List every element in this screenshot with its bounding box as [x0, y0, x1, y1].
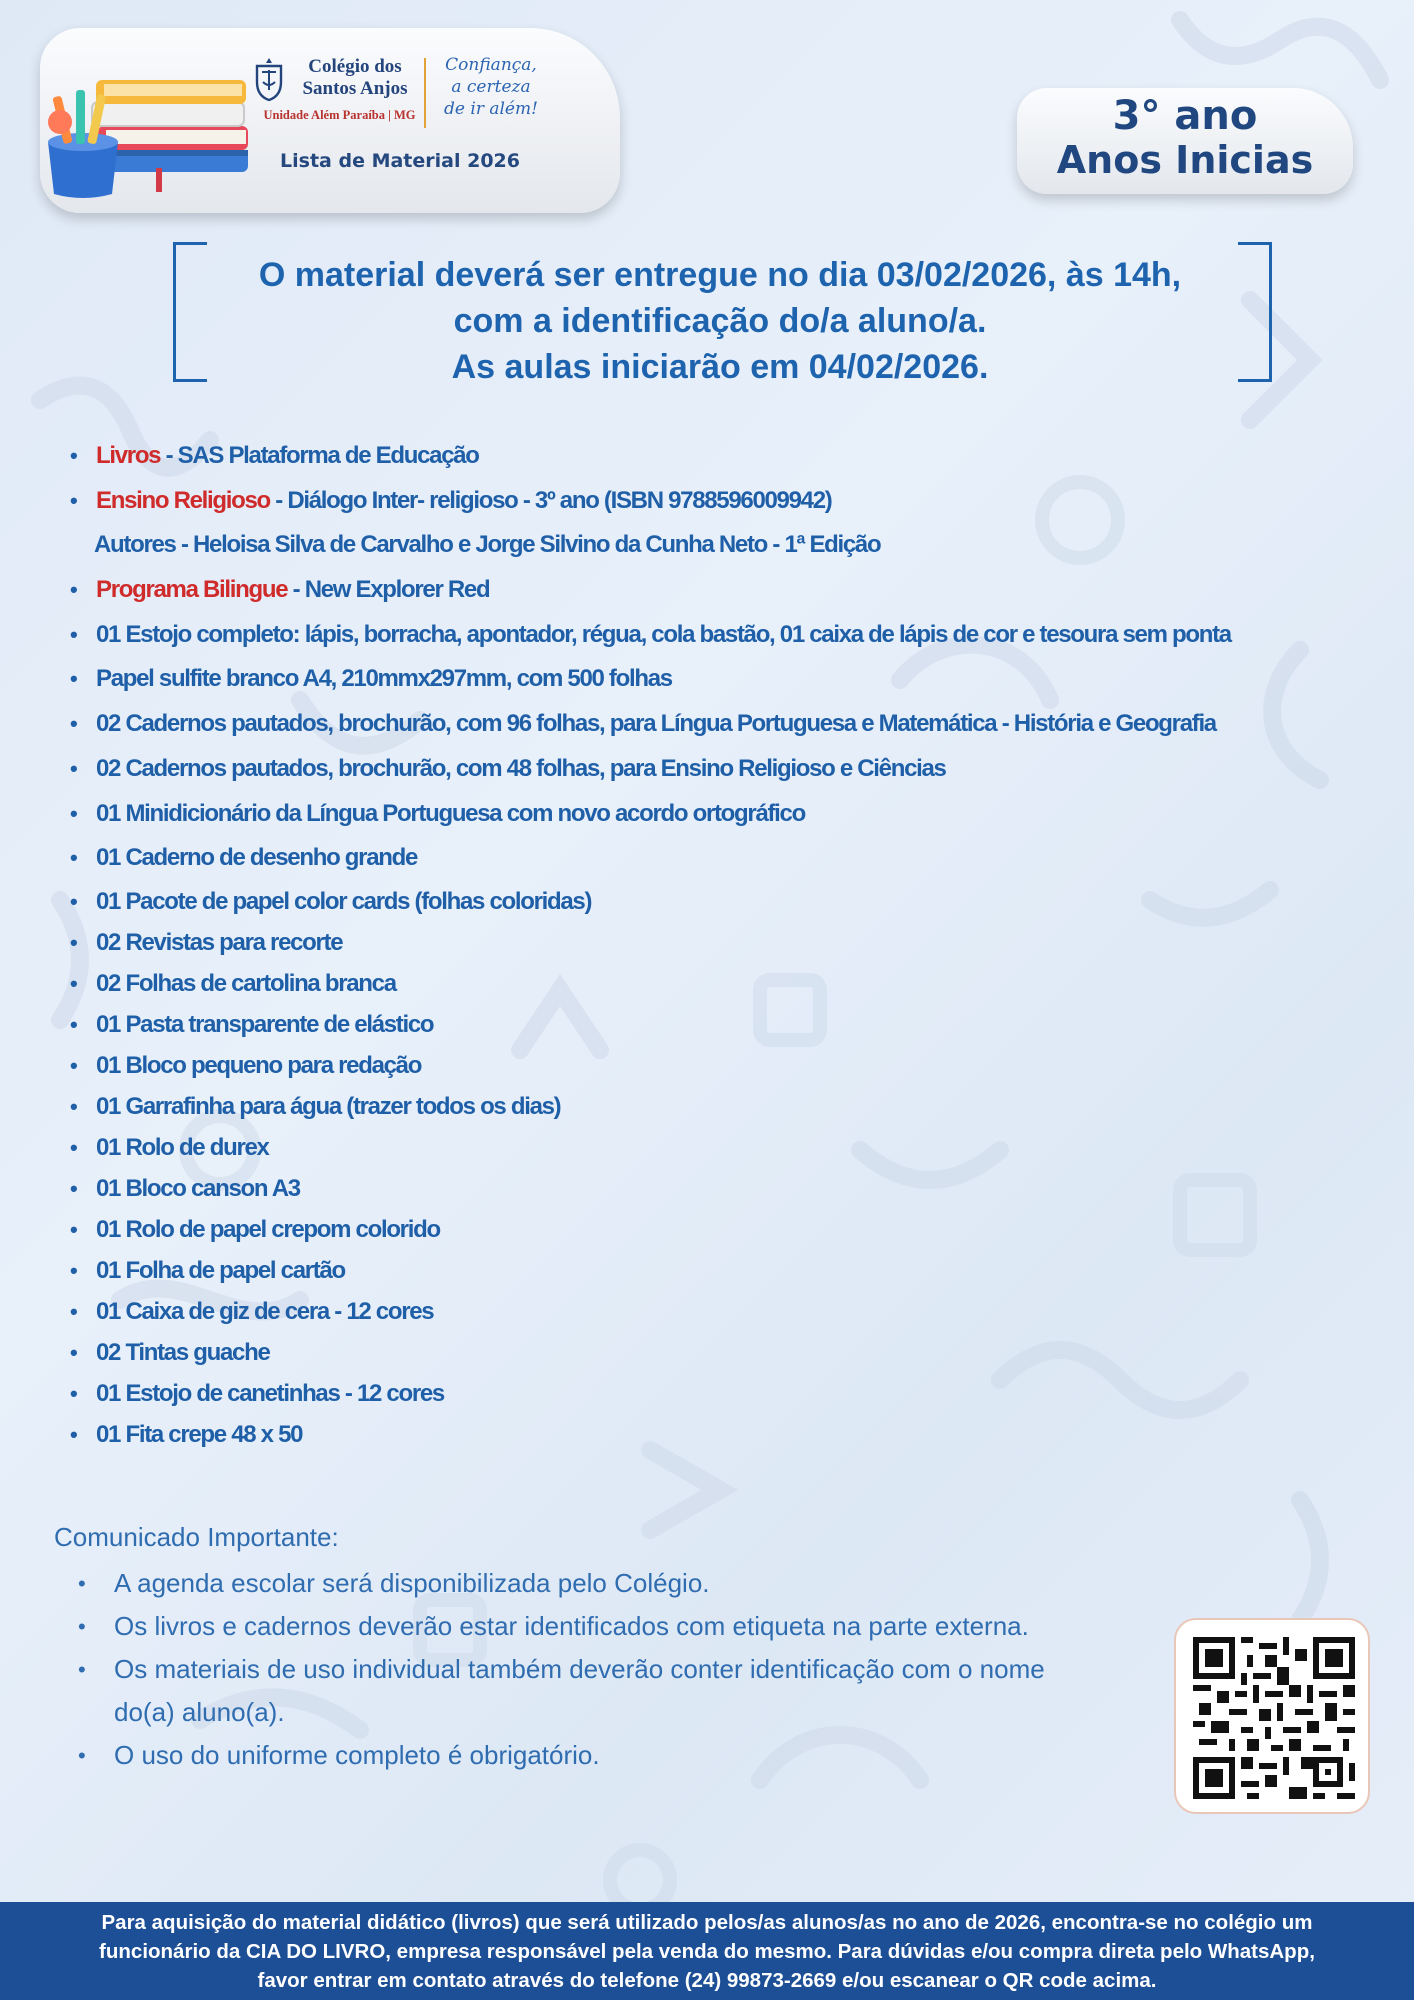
- item-text: 01 Fita crepe 48 x 50: [96, 1420, 303, 1448]
- list-item: [70, 613, 1410, 658]
- bullet: •: [70, 1216, 77, 1242]
- list-item: [70, 1373, 1410, 1414]
- header-divider: [424, 58, 426, 128]
- notice-line3: As aulas iniciarão em 04/02/2026.: [451, 348, 989, 386]
- bracket-left: [173, 242, 207, 382]
- bullet: •: [70, 800, 77, 826]
- comunicado-item: [76, 1605, 1126, 1648]
- slogan-line3: de ir além!: [444, 99, 538, 119]
- item-text: 01 Folha de papel cartão: [96, 1256, 345, 1284]
- bullet: •: [70, 711, 77, 737]
- item-text: Papel sulfite branco A4, 210mmx297mm, com 500 folhas: [96, 665, 672, 693]
- bullet: •: [78, 1657, 86, 1682]
- ensino-text: - Diálogo Inter- religioso - 3º ano (ISBN 9788596009942): [269, 486, 832, 514]
- bullet: •: [70, 487, 77, 513]
- item-text: 02 Cadernos pautados, brochurão, com 96 folhas, para Língua Portuguesa e Matemática - História e Geografia: [96, 710, 1216, 738]
- comunicado-text: do(a) aluno(a).: [114, 1697, 285, 1727]
- list-item: [70, 1045, 1410, 1086]
- bullet: •: [70, 1175, 77, 1201]
- grade-year: 3° ano: [1112, 93, 1258, 139]
- comunicado-item: [76, 1648, 1126, 1691]
- list-item: [70, 836, 1410, 881]
- item-text: 02 Tintas guache: [96, 1338, 270, 1366]
- list-item: [70, 1004, 1410, 1045]
- comunicado-item: [76, 1734, 1126, 1777]
- list-item: [70, 1209, 1410, 1250]
- list-item: [70, 1332, 1410, 1373]
- qr-code-icon[interactable]: [1193, 1637, 1355, 1799]
- school-name-line1: Colégio dos: [308, 56, 402, 77]
- bullet: •: [70, 1339, 77, 1365]
- books-icon: [48, 50, 258, 200]
- list-item: [70, 922, 1410, 963]
- bullet: •: [78, 1614, 86, 1639]
- comunicado-title: Comunicado Importante:: [54, 1522, 339, 1552]
- comunicado-text: Os livros e cadernos deverão estar identificados com etiqueta na parte externa.: [114, 1611, 1029, 1641]
- item-text: 02 Cadernos pautados, brochurão, com 48 folhas, para Ensino Religioso e Ciências: [96, 754, 946, 782]
- bilingue-label: Programa Bilingue: [96, 576, 288, 604]
- school-name-line2: Santos Anjos: [302, 78, 408, 99]
- school-crest-icon: [254, 56, 284, 102]
- item-text: 01 Estojo completo: lápis, borracha, apontador, régua, cola bastão, 01 caixa de lápis de cor e tesoura sem ponta: [96, 620, 1231, 648]
- grade-badge: [1017, 88, 1353, 194]
- list-item: [70, 1127, 1410, 1168]
- comunicado-item: [76, 1562, 1126, 1605]
- livros-text: - SAS Plataforma de Educação: [160, 442, 479, 469]
- item-text: 02 Folhas de cartolina branca: [96, 969, 396, 997]
- bilingue-text: - New Explorer Red: [287, 576, 490, 604]
- list-item: [70, 1086, 1410, 1127]
- list-item: [70, 1168, 1410, 1209]
- bullet: •: [70, 1093, 77, 1119]
- item-text: 01 Estojo de canetinhas - 12 cores: [96, 1379, 444, 1407]
- materials-list: [70, 434, 1410, 1455]
- item-text: 01 Minidicionário da Língua Portuguesa com novo acordo ortográfico: [96, 799, 805, 827]
- item-text: 01 Rolo de papel crepom colorido: [96, 1215, 440, 1243]
- bullet: •: [70, 970, 77, 996]
- school-name: [290, 56, 420, 100]
- list-title: Lista de Material 2026: [280, 150, 520, 172]
- bullet: •: [70, 577, 77, 603]
- list-item: [70, 657, 1410, 702]
- bullet: •: [70, 1052, 77, 1078]
- grade-level: Anos Inicias: [1056, 138, 1314, 182]
- list-item: [70, 1291, 1410, 1332]
- comunicado-item-continuation: [76, 1691, 1126, 1734]
- comunicado-text: O uso do uniforme completo é obrigatório.: [114, 1740, 600, 1770]
- item-text: 01 Bloco canson A3: [96, 1174, 300, 1202]
- school-unit: Unidade Além Paraíba | MG: [263, 108, 416, 122]
- bracket-right: [1238, 242, 1272, 382]
- item-text: 02 Revistas para recorte: [96, 928, 343, 956]
- list-item-bilingue: [70, 568, 1410, 613]
- list-item: [70, 1250, 1410, 1291]
- livros-label: Livros: [96, 442, 161, 469]
- footer-line2: funcionário da CIA DO LIVRO, empresa responsável pela venda do mesmo. Para dúvidas e/ou compra direta pelo WhatsApp,: [99, 1940, 1315, 1963]
- bullet: •: [70, 1011, 77, 1037]
- bullet: •: [78, 1571, 86, 1596]
- bullet: •: [70, 929, 77, 955]
- slogan: [436, 54, 546, 120]
- bullet: •: [70, 845, 77, 871]
- footer-line1: Para aquisição do material didático (livros) que será utilizado pelos/as alunos/as no ano de 2026, encontra-se no colégio um: [101, 1911, 1313, 1934]
- bullet: •: [70, 888, 77, 914]
- list-item: [70, 963, 1410, 1004]
- ensino-authors: Autores - Heloisa Silva de Carvalho e Jorge Silvino da Cunha Neto - 1ª Edição: [94, 531, 881, 559]
- list-item-ensino-religioso: [70, 479, 1410, 524]
- item-text: 01 Pasta transparente de elástico: [96, 1010, 434, 1038]
- bullet: •: [70, 1380, 77, 1406]
- slogan-line1: Confiança,: [445, 55, 537, 75]
- qr-code-card[interactable]: [1174, 1618, 1370, 1814]
- comunicado-text: A agenda escolar será disponibilizada pelo Colégio.: [114, 1568, 710, 1598]
- item-text: 01 Pacote de papel color cards (folhas coloridas): [96, 887, 592, 915]
- notice-line1: O material deverá ser entregue no dia 03/02/2026, às 14h,: [258, 256, 1182, 294]
- comunicado-list: [76, 1562, 1126, 1777]
- item-text: 01 Caderno de desenho grande: [96, 844, 418, 872]
- list-item: [70, 747, 1410, 792]
- item-text: 01 Caixa de giz de cera - 12 cores: [96, 1297, 434, 1325]
- bullet: •: [70, 1421, 77, 1447]
- delivery-notice: [205, 252, 1235, 390]
- list-item-livros: [70, 434, 1410, 479]
- bullet: •: [70, 621, 77, 647]
- bullet: •: [70, 1298, 77, 1324]
- item-text: 01 Garrafinha para água (trazer todos os dias): [96, 1092, 561, 1120]
- item-text: 01 Bloco pequeno para redação: [96, 1051, 422, 1079]
- bullet: •: [70, 443, 77, 468]
- list-item: [70, 881, 1410, 922]
- list-item: [70, 702, 1410, 747]
- bullet: •: [70, 1134, 77, 1160]
- list-item: [70, 1414, 1410, 1455]
- slogan-line2: a certeza: [451, 77, 531, 97]
- bullet: •: [70, 755, 77, 781]
- footer-line3: favor entrar em contato através do telefone (24) 99873-2669 e/ou escanear o QR code acima.: [257, 1969, 1157, 1992]
- footer-info: [0, 1902, 1414, 2000]
- item-text: 01 Rolo de durex: [96, 1133, 269, 1161]
- ensino-label: Ensino Religioso: [96, 486, 270, 514]
- notice-line2: com a identificação do/a aluno/a.: [453, 302, 987, 340]
- bullet: •: [78, 1743, 86, 1768]
- list-item: [70, 792, 1410, 837]
- comunicado-text: Os materiais de uso individual também deverão conter identificação com o nome: [114, 1654, 1045, 1684]
- list-item-ensino-authors: [70, 523, 1410, 568]
- bullet: •: [70, 1257, 77, 1283]
- bullet: •: [70, 666, 77, 692]
